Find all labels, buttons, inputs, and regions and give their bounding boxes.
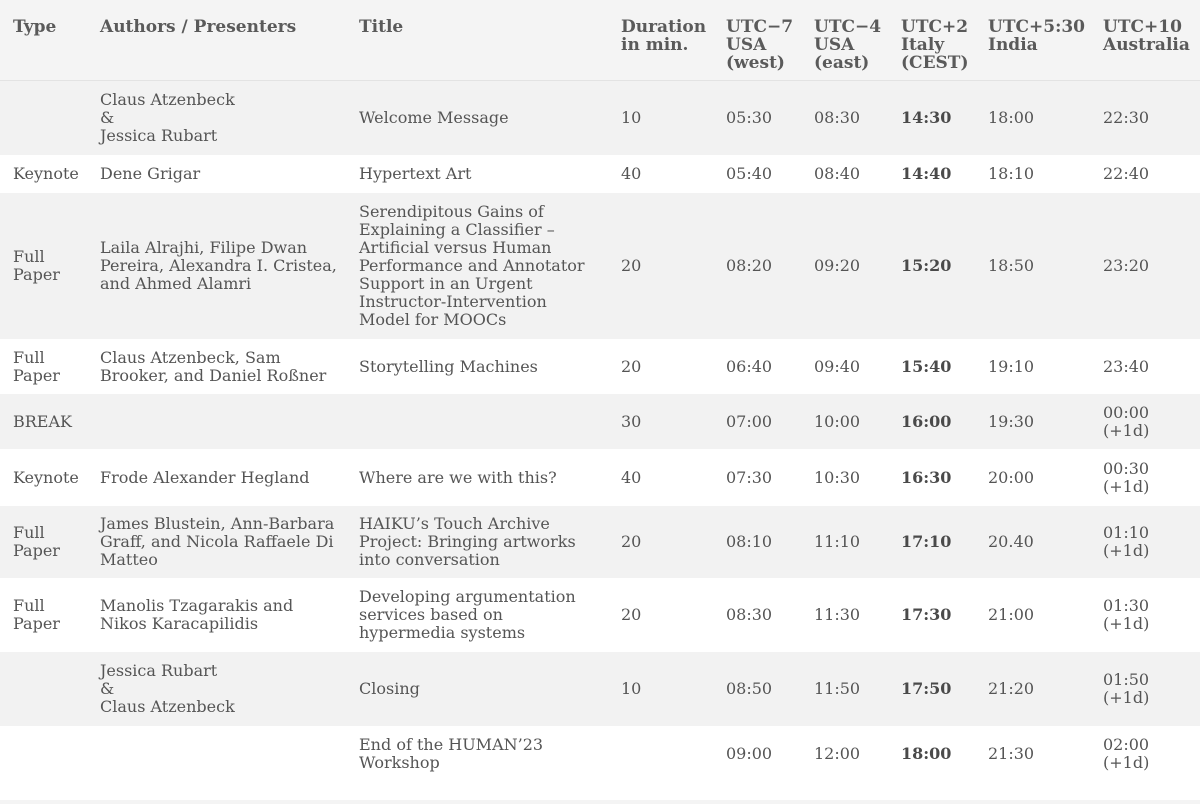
cell-line: 01:10 — [1103, 523, 1150, 542]
cell-line: 11:30 — [814, 605, 861, 624]
cell-title — [346, 193, 608, 339]
cell-line: 00:00 — [1103, 402, 1150, 422]
cell-line: 09:40 — [814, 356, 861, 376]
cell-title — [346, 726, 608, 781]
cell-line: 18:00 — [988, 108, 1035, 127]
cell-authors — [87, 726, 346, 781]
cell-line: 22:30 — [1103, 108, 1150, 127]
header-row — [0, 0, 1200, 81]
cell-utc-plus-10 — [1090, 339, 1200, 394]
cell-utc-plus-10 — [1090, 449, 1200, 506]
cell-duration — [608, 449, 713, 506]
cell-line: Full — [13, 596, 45, 615]
cell-line: 12:00 — [814, 743, 861, 763]
cell-title — [346, 578, 608, 652]
cell-line: Nikos Karacapilidis — [100, 614, 259, 633]
cell-title — [346, 506, 608, 578]
cell-line: 14:40 — [901, 164, 952, 183]
cell-type — [0, 578, 87, 652]
cell-line: (+1d) — [1103, 614, 1150, 633]
cell-duration — [608, 394, 713, 449]
cell-type — [0, 726, 87, 781]
header-line: UTC+10 — [1103, 17, 1182, 37]
cell-utc-minus-4 — [801, 726, 888, 781]
cell-value: 20 — [621, 605, 642, 624]
cell-type — [0, 81, 87, 156]
table-row — [0, 578, 1200, 652]
cell-utc-plus-2 — [888, 193, 975, 339]
cell-utc-plus-10 — [1090, 578, 1200, 652]
header-line: Duration — [621, 17, 707, 37]
cell-utc-plus-530 — [975, 449, 1090, 506]
cell-authors — [87, 81, 346, 156]
cell-utc-plus-530 — [975, 155, 1090, 193]
cell-utc-plus-10 — [1090, 81, 1200, 156]
cell-line: Claus Atzenbeck — [100, 90, 235, 109]
header-utc-minus-7 — [713, 0, 801, 81]
cell-line: BREAK — [13, 411, 72, 431]
cell-line: Developing argumentation — [359, 587, 576, 606]
cell-line: 00:30 — [1103, 458, 1150, 478]
cell-utc-plus-2 — [888, 652, 975, 726]
cell-title — [346, 449, 608, 506]
cell-line: 21:00 — [988, 605, 1035, 624]
header-line: UTC−4 — [814, 17, 882, 37]
cell-line: 23:40 — [1103, 356, 1150, 376]
cell-utc-plus-530 — [975, 394, 1090, 449]
cell-utc-minus-4 — [801, 339, 888, 394]
cell-line: & — [100, 108, 115, 127]
header-line: USA — [726, 35, 767, 55]
cell-line: 16:30 — [901, 467, 952, 487]
cell-line: Full — [13, 347, 45, 367]
cell-line: Instructor-Intervention — [359, 292, 547, 311]
cell-line: Jessica Rubart — [100, 126, 218, 145]
cell-line: & — [100, 679, 115, 698]
cell-utc-plus-10 — [1090, 726, 1200, 781]
cell-value: 10 — [621, 108, 642, 127]
table-row — [0, 652, 1200, 726]
cell-utc-minus-4 — [801, 652, 888, 726]
cell-line: services based on — [359, 605, 503, 624]
cell-utc-plus-10 — [1090, 193, 1200, 339]
cell-authors — [87, 652, 346, 726]
cell-line: 09:20 — [814, 256, 861, 275]
cell-line: Claus Atzenbeck — [100, 697, 235, 716]
cell-title — [346, 652, 608, 726]
cell-utc-minus-7 — [713, 394, 801, 449]
cell-utc-minus-4 — [801, 155, 888, 193]
cell-type — [0, 193, 87, 339]
cell-authors — [87, 339, 346, 394]
cell-utc-plus-2 — [888, 394, 975, 449]
cell-line: 11:10 — [814, 532, 861, 551]
cell-line: 01:50 — [1103, 670, 1150, 689]
cell-utc-minus-4 — [801, 578, 888, 652]
cell-utc-plus-530 — [975, 726, 1090, 781]
cell-utc-plus-2 — [888, 339, 975, 394]
cell-line: Support in an Urgent — [359, 274, 533, 293]
cell-line: Pereira, Alexandra I. Cristea, — [100, 256, 337, 275]
cell-line: 06:40 — [726, 356, 773, 376]
cell-value: 10 — [621, 679, 642, 698]
cell-line: 05:30 — [726, 108, 773, 127]
cell-line: 14:30 — [901, 108, 952, 127]
cell-authors — [87, 578, 346, 652]
cell-line: Matteo — [100, 550, 158, 569]
cell-line: 08:50 — [726, 679, 773, 698]
table-row — [0, 506, 1200, 578]
header-utc-plus-530 — [975, 0, 1090, 81]
header-line: UTC−7 — [726, 17, 794, 37]
cell-utc-minus-4 — [801, 506, 888, 578]
cell-type — [0, 506, 87, 578]
table-row — [0, 155, 1200, 193]
cell-line: 02:00 — [1103, 734, 1150, 754]
cell-utc-minus-7 — [713, 506, 801, 578]
cell-line: 21:20 — [988, 679, 1035, 698]
cell-utc-plus-10 — [1090, 394, 1200, 449]
cell-duration — [608, 193, 713, 339]
cell-line: 08:30 — [814, 108, 861, 127]
cell-duration — [608, 726, 713, 781]
cell-line: and Ahmed Alamri — [100, 274, 252, 293]
cell-line: Brooker, and Daniel Roßner — [100, 365, 327, 385]
cell-line: 16:00 — [901, 411, 952, 431]
cell-utc-plus-530 — [975, 578, 1090, 652]
table-row — [0, 193, 1200, 339]
cell-utc-minus-7 — [713, 726, 801, 781]
cell-type — [0, 394, 87, 449]
cell-line: Workshop — [359, 752, 440, 772]
cell-line: James Blustein, Ann-Barbara — [100, 514, 335, 533]
cell-line: Manolis Tzagarakis and — [100, 596, 294, 615]
header-utc-minus-4 — [801, 0, 888, 81]
cell-line: End of the HUMAN’23 — [359, 734, 544, 754]
schedule-body — [0, 81, 1200, 782]
cell-value: 20 — [621, 532, 642, 551]
cell-utc-plus-2 — [888, 506, 975, 578]
cell-line: Storytelling Machines — [359, 356, 538, 376]
cell-line: Performance and Annotator — [359, 256, 585, 275]
cell-line: 18:00 — [901, 743, 952, 763]
table-row — [0, 81, 1200, 156]
cell-line: 17:50 — [901, 679, 952, 698]
cell-title — [346, 339, 608, 394]
cell-utc-plus-2 — [888, 449, 975, 506]
table-row — [0, 394, 1200, 449]
header-line: Australia — [1103, 35, 1190, 55]
cell-line: 21:30 — [988, 743, 1035, 763]
cell-utc-plus-2 — [888, 155, 975, 193]
cell-line: 05:40 — [726, 164, 773, 183]
header-line: (CEST) — [901, 53, 969, 73]
cell-line: Full — [13, 247, 45, 266]
cell-line: 20:00 — [988, 467, 1035, 487]
header-utc-plus-2 — [888, 0, 975, 81]
cell-line: (+1d) — [1103, 688, 1150, 707]
cell-line: 11:50 — [814, 679, 861, 698]
cell-line: Graff, and Nicola Raffaele Di — [100, 532, 334, 551]
cell-line: 19:10 — [988, 356, 1035, 376]
cell-line: Paper — [13, 614, 60, 633]
cell-line: Jessica Rubart — [100, 661, 218, 680]
cell-duration — [608, 339, 713, 394]
cell-line: 08:10 — [726, 532, 773, 551]
cell-line: 15:40 — [901, 356, 952, 376]
cell-line: 18:10 — [988, 164, 1035, 183]
cell-line: Explaining a Classifier – — [359, 220, 555, 239]
cell-utc-plus-530 — [975, 339, 1090, 394]
cell-line: Keynote — [13, 467, 79, 487]
cell-title — [346, 394, 608, 449]
cell-line: 20.40 — [988, 532, 1034, 551]
cell-line: Keynote — [13, 164, 79, 183]
cell-line: 17:10 — [901, 532, 952, 551]
cell-utc-plus-530 — [975, 652, 1090, 726]
cell-title — [346, 81, 608, 156]
cell-value: 40 — [621, 164, 642, 183]
header-line: USA — [814, 35, 855, 55]
header-authors: Authors / Presenters — [87, 0, 346, 81]
cell-utc-minus-7 — [713, 81, 801, 156]
header-line: in min. — [621, 35, 689, 55]
header-line: UTC+5:30 — [988, 17, 1086, 37]
cell-utc-plus-530 — [975, 506, 1090, 578]
cell-type — [0, 155, 87, 193]
cell-utc-plus-2 — [888, 578, 975, 652]
cell-utc-minus-7 — [713, 652, 801, 726]
cell-type — [0, 339, 87, 394]
cell-utc-minus-7 — [713, 339, 801, 394]
header-line: UTC+2 — [901, 17, 969, 37]
cell-authors — [87, 193, 346, 339]
cell-line: (+1d) — [1103, 752, 1150, 772]
cell-authors — [87, 155, 346, 193]
cell-authors — [87, 394, 346, 449]
cell-utc-plus-530 — [975, 193, 1090, 339]
cell-line: Closing — [359, 679, 420, 698]
cell-line: 10:30 — [814, 467, 861, 487]
cell-line: 08:30 — [726, 605, 773, 624]
cell-line: Dene Grigar — [100, 164, 201, 183]
cell-authors — [87, 506, 346, 578]
cell-line: Welcome Message — [359, 108, 509, 127]
cell-utc-plus-10 — [1090, 506, 1200, 578]
cell-line: hypermedia systems — [359, 623, 526, 642]
cell-utc-minus-4 — [801, 193, 888, 339]
cell-line: 09:00 — [726, 743, 773, 763]
header-line: Italy — [901, 35, 945, 55]
cell-line: Frode Alexander Hegland — [100, 467, 310, 487]
table-row — [0, 449, 1200, 506]
cell-duration — [608, 81, 713, 156]
cell-line: 15:20 — [901, 256, 952, 275]
cell-line: Full — [13, 523, 45, 542]
header-type: Type — [0, 0, 87, 81]
cell-duration — [608, 652, 713, 726]
cell-line: HAIKU’s Touch Archive — [359, 514, 550, 533]
cell-line: 22:40 — [1103, 164, 1150, 183]
header-line: India — [988, 35, 1038, 55]
cell-utc-minus-4 — [801, 449, 888, 506]
cell-line: (+1d) — [1103, 420, 1150, 440]
cell-line: Where are we with this? — [359, 467, 557, 487]
cell-line: Project: Bringing artworks — [359, 532, 576, 551]
cell-line: 07:30 — [726, 467, 773, 487]
cell-utc-minus-4 — [801, 81, 888, 156]
cell-utc-plus-2 — [888, 726, 975, 781]
cell-line: Paper — [13, 265, 60, 284]
cell-line: Artificial versus Human — [359, 238, 552, 257]
cell-authors — [87, 449, 346, 506]
cell-line: Laila Alrajhi, Filipe Dwan — [100, 238, 308, 257]
cell-utc-minus-7 — [713, 578, 801, 652]
header-line: (west) — [726, 53, 785, 73]
cell-line: 08:40 — [814, 164, 861, 183]
cell-utc-plus-10 — [1090, 652, 1200, 726]
cell-duration — [608, 578, 713, 652]
table-row — [0, 726, 1200, 781]
cell-line: 23:20 — [1103, 256, 1150, 275]
cell-line: (+1d) — [1103, 476, 1150, 496]
cell-line: 08:20 — [726, 256, 773, 275]
cell-utc-minus-7 — [713, 155, 801, 193]
cell-utc-plus-10 — [1090, 155, 1200, 193]
cell-line: 01:30 — [1103, 596, 1150, 615]
cell-type — [0, 449, 87, 506]
cell-line: Model for MOOCs — [359, 310, 507, 329]
cell-line: Hypertext Art — [359, 164, 472, 183]
cell-line: into conversation — [359, 550, 500, 569]
header-utc-plus-10 — [1090, 0, 1200, 81]
cell-value: 40 — [621, 467, 642, 487]
cell-value: 20 — [621, 356, 642, 376]
cell-utc-minus-7 — [713, 193, 801, 339]
header-line: (east) — [814, 53, 870, 73]
cell-line: Serendipitous Gains of — [359, 202, 544, 221]
cell-line: Claus Atzenbeck, Sam — [100, 347, 281, 367]
table-row — [0, 339, 1200, 394]
cell-line: 10:00 — [814, 411, 861, 431]
cell-utc-minus-4 — [801, 394, 888, 449]
header-duration — [608, 0, 713, 81]
cell-utc-minus-7 — [713, 449, 801, 506]
cell-line: 19:30 — [988, 411, 1035, 431]
cell-line: (+1d) — [1103, 541, 1150, 560]
cell-value: 30 — [621, 411, 642, 431]
header-title: Title — [346, 0, 608, 81]
cell-line: Paper — [13, 541, 60, 560]
footer-divider — [0, 800, 1200, 804]
cell-title — [346, 155, 608, 193]
cell-line: 18:50 — [988, 256, 1035, 275]
cell-utc-plus-2 — [888, 81, 975, 156]
cell-duration — [608, 506, 713, 578]
cell-line: Paper — [13, 365, 60, 385]
cell-value: 20 — [621, 256, 642, 275]
cell-line: 17:30 — [901, 605, 952, 624]
cell-type — [0, 652, 87, 726]
cell-line: 07:00 — [726, 411, 773, 431]
cell-utc-plus-530 — [975, 81, 1090, 156]
cell-duration — [608, 155, 713, 193]
